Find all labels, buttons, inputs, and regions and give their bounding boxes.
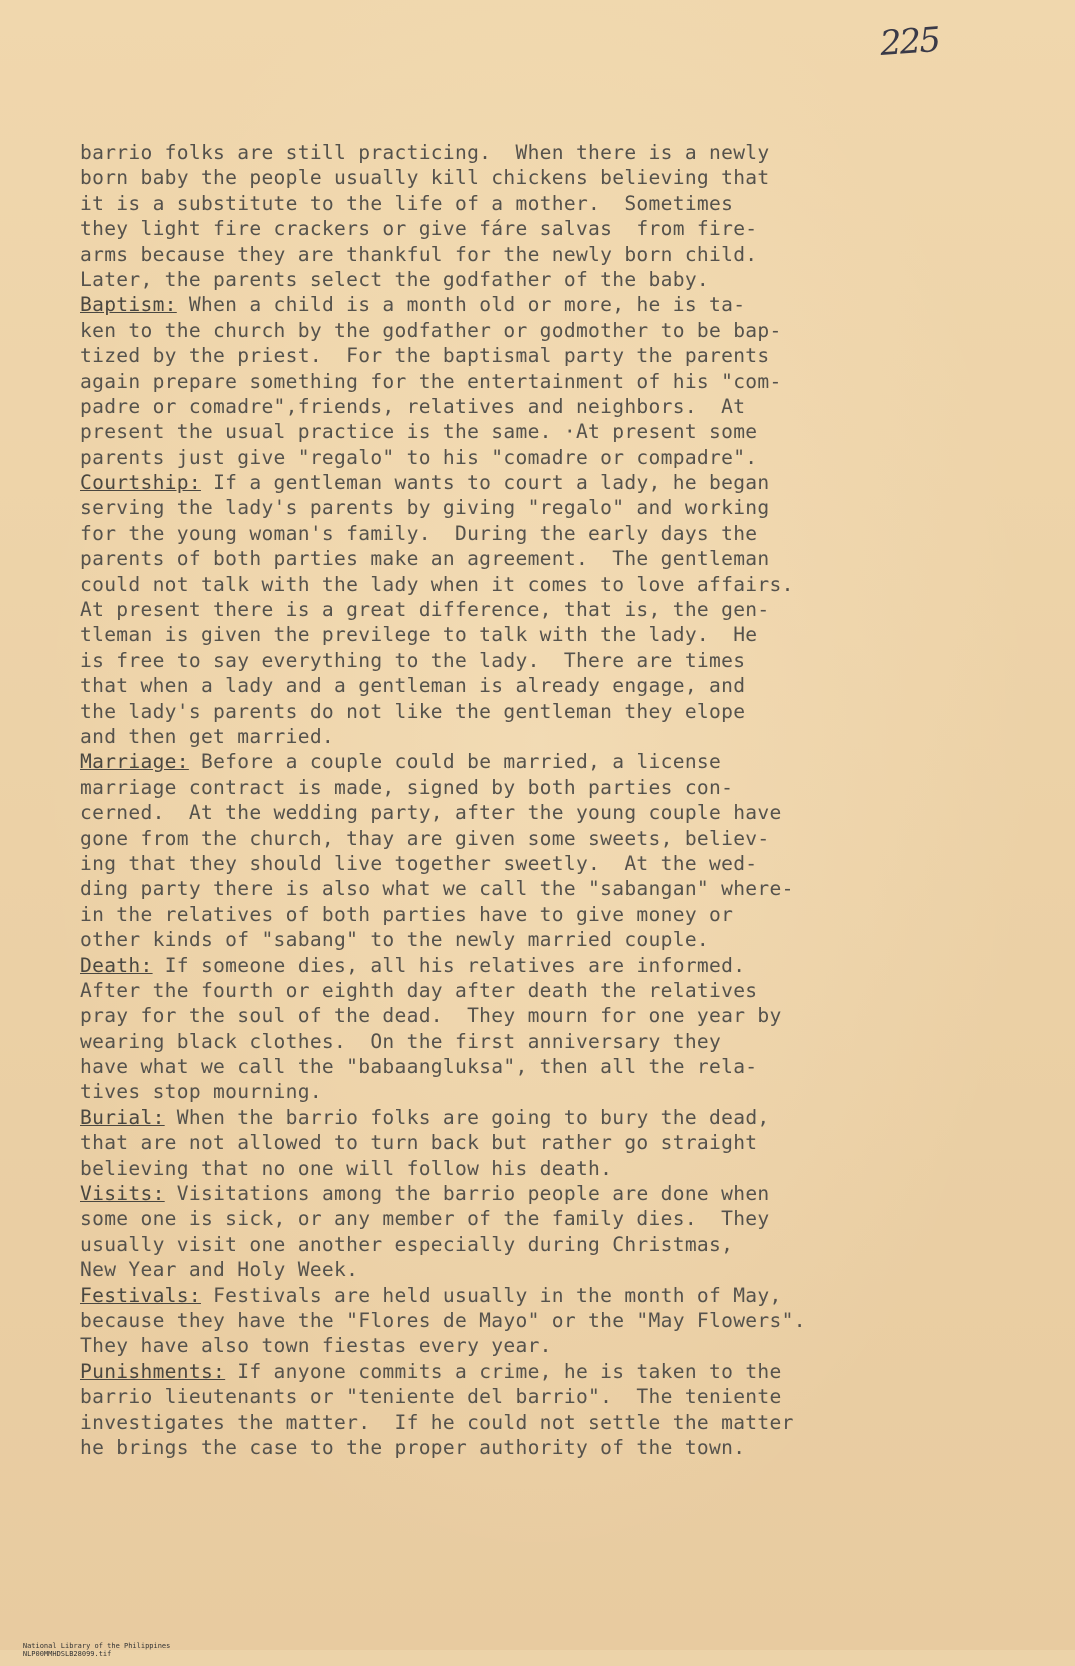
text-line <box>80 978 1060 1003</box>
line-text: New Year and Holy Week. <box>80 1258 359 1282</box>
line-text: tives stop mourning. <box>80 1080 322 1104</box>
text-line <box>80 1079 1060 1104</box>
text-line <box>80 622 1060 647</box>
text-line <box>80 1054 1060 1079</box>
section-heading: Death: <box>80 953 153 977</box>
line-text: again prepare something for the entertainment of his "com- <box>80 369 782 393</box>
line-text: tized by the priest. For the baptismal party the parents <box>80 344 770 368</box>
line-text: ding party there is also what we call the "sabangan" where- <box>80 877 794 901</box>
text-line <box>80 572 1060 597</box>
text-line <box>80 394 1060 419</box>
line-text: parents of both parties make an agreement. The gentleman <box>80 547 770 571</box>
text-line <box>80 1410 1060 1435</box>
line-text: usually visit one another especially during Christmas, <box>80 1232 734 1256</box>
text-line <box>80 953 1060 978</box>
line-text: other kinds of "sabang" to the newly married couple. <box>80 928 710 952</box>
text-line <box>80 1359 1060 1384</box>
line-text: They have also town fiestas every year. <box>80 1334 552 1358</box>
line-text: Festivals are held usually in the month of May, <box>200 1283 782 1307</box>
line-text: gone from the church, thay are given some sweets, believ- <box>80 826 770 850</box>
line-text: marriage contract is made, signed by both parties con- <box>80 775 734 799</box>
section-heading: Visits: <box>80 1182 165 1206</box>
handwritten-page-number: 225 <box>878 19 941 65</box>
text-line <box>80 445 1060 470</box>
line-text: he brings the case to the proper authority of the town. <box>80 1435 746 1459</box>
line-text: ken to the church by the godfather or godmother to be bap- <box>80 318 782 342</box>
section-heading: Festivals: <box>80 1283 201 1307</box>
scan-footer <box>6 1634 194 1666</box>
line-text: in the relatives of both parties have to give money or <box>80 902 734 926</box>
line-text: they light fire crackers or give fáre salvas from fire- <box>80 217 758 241</box>
text-line <box>80 826 1060 851</box>
line-text: some one is sick, or any member of the family dies. They <box>80 1207 770 1231</box>
line-text: investigates the matter. If he could not settle the matter <box>80 1410 794 1434</box>
section-heading: Punishments: <box>80 1359 226 1383</box>
line-text: If a gentleman wants to court a lady, he began <box>200 471 770 495</box>
text-line <box>80 165 1060 190</box>
text-line <box>80 1257 1060 1282</box>
line-text: is free to say everything to the lady. There are times <box>80 648 746 672</box>
text-line <box>80 343 1060 368</box>
text-line <box>80 800 1060 825</box>
line-text: born baby the people usually kill chickens believing that <box>80 166 770 190</box>
section-heading: Marriage: <box>80 750 189 774</box>
text-line <box>80 1029 1060 1054</box>
text-line <box>80 369 1060 394</box>
section-heading: Baptism: <box>80 293 177 317</box>
line-text: the lady's parents do not like the gentleman they elope <box>80 699 746 723</box>
text-line <box>80 749 1060 774</box>
line-text: Visitations among the barrio people are done when <box>164 1182 770 1206</box>
typed-body-text <box>80 140 1060 1460</box>
text-line <box>80 318 1060 343</box>
line-text: If someone dies, all his relatives are informed. <box>152 953 746 977</box>
text-line <box>80 292 1060 317</box>
line-text: cerned. At the wedding party, after the young couple have <box>80 801 782 825</box>
text-line <box>80 1232 1060 1257</box>
text-line <box>80 1206 1060 1231</box>
line-text: Before a couple could be married, a license <box>188 750 722 774</box>
text-line <box>80 521 1060 546</box>
text-line <box>80 1384 1060 1409</box>
text-line <box>80 1105 1060 1130</box>
footer-file-name: NLP00MMHDSLB28099.tif <box>22 1650 112 1658</box>
text-line <box>80 1003 1060 1028</box>
text-line <box>80 597 1060 622</box>
text-line <box>80 191 1060 216</box>
section-heading: Burial: <box>80 1105 165 1129</box>
line-text: believing that no one will follow his death. <box>80 1156 613 1180</box>
line-text: pray for the soul of the dead. They mourn for one year by <box>80 1004 782 1028</box>
line-text: parents just give "regalo" to his "comadre or compadre". <box>80 445 758 469</box>
line-text: it is a substitute to the life of a mother. Sometimes <box>80 191 734 215</box>
text-line <box>80 1130 1060 1155</box>
text-line <box>80 1283 1060 1308</box>
text-line <box>80 216 1060 241</box>
text-line <box>80 1333 1060 1358</box>
section-heading: Courtship: <box>80 471 201 495</box>
line-text: ing that they should live together sweetly. At the wed- <box>80 851 758 875</box>
line-text: padre or comadre",friends, relatives and neighbors. At <box>80 394 746 418</box>
text-line <box>80 724 1060 749</box>
line-text: barrio folks are still practicing. When there is a newly <box>80 141 770 164</box>
text-line <box>80 140 1060 165</box>
line-text: for the young woman's family. During the early days the <box>80 521 758 545</box>
line-text: present the usual practice is the same. ·At present some <box>80 420 758 444</box>
line-text: could not talk with the lady when it comes to love affairs. <box>80 572 794 596</box>
text-line <box>80 775 1060 800</box>
text-line <box>80 470 1060 495</box>
line-text: arms because they are thankful for the newly born child. <box>80 242 758 266</box>
text-line <box>80 673 1060 698</box>
text-line <box>80 648 1060 673</box>
line-text: If anyone commits a crime, he is taken to the <box>225 1359 782 1383</box>
text-line <box>80 851 1060 876</box>
line-text: because they have the "Flores de Mayo" or the "May Flowers". <box>80 1308 806 1332</box>
text-line <box>80 546 1060 571</box>
line-text: that when a lady and a gentleman is already engage, and <box>80 674 746 698</box>
text-line <box>80 495 1060 520</box>
text-line <box>80 1435 1060 1460</box>
line-text: serving the lady's parents by giving "regalo" and working <box>80 496 770 520</box>
line-text: have what we call the "babaangluksa", then all the rela- <box>80 1055 758 1079</box>
line-text: tleman is given the previlege to talk with the lady. He <box>80 623 758 647</box>
text-line <box>80 267 1060 292</box>
text-line <box>80 242 1060 267</box>
footer-library-name: National Library of the Philippines <box>22 1642 171 1650</box>
text-line <box>80 419 1060 444</box>
line-text: barrio lieutenants or "teniente del barrio". The teniente <box>80 1385 782 1409</box>
line-text: When a child is a month old or more, he is ta- <box>176 293 746 317</box>
line-text: After the fourth or eighth day after death the relatives <box>80 978 758 1002</box>
line-text: At present there is a great difference, that is, the gen- <box>80 598 770 622</box>
text-line <box>80 1181 1060 1206</box>
line-text: and then get married. <box>80 724 335 748</box>
text-line <box>80 1156 1060 1181</box>
text-line <box>80 927 1060 952</box>
text-line <box>80 876 1060 901</box>
line-text: Later, the parents select the godfather of the baby. <box>80 267 710 291</box>
text-line <box>80 1308 1060 1333</box>
line-text: When the barrio folks are going to bury the dead, <box>164 1105 770 1129</box>
text-line <box>80 902 1060 927</box>
text-line <box>80 699 1060 724</box>
line-text: that are not allowed to turn back but rather go straight <box>80 1131 758 1155</box>
line-text: wearing black clothes. On the first anniversary they <box>80 1029 722 1053</box>
